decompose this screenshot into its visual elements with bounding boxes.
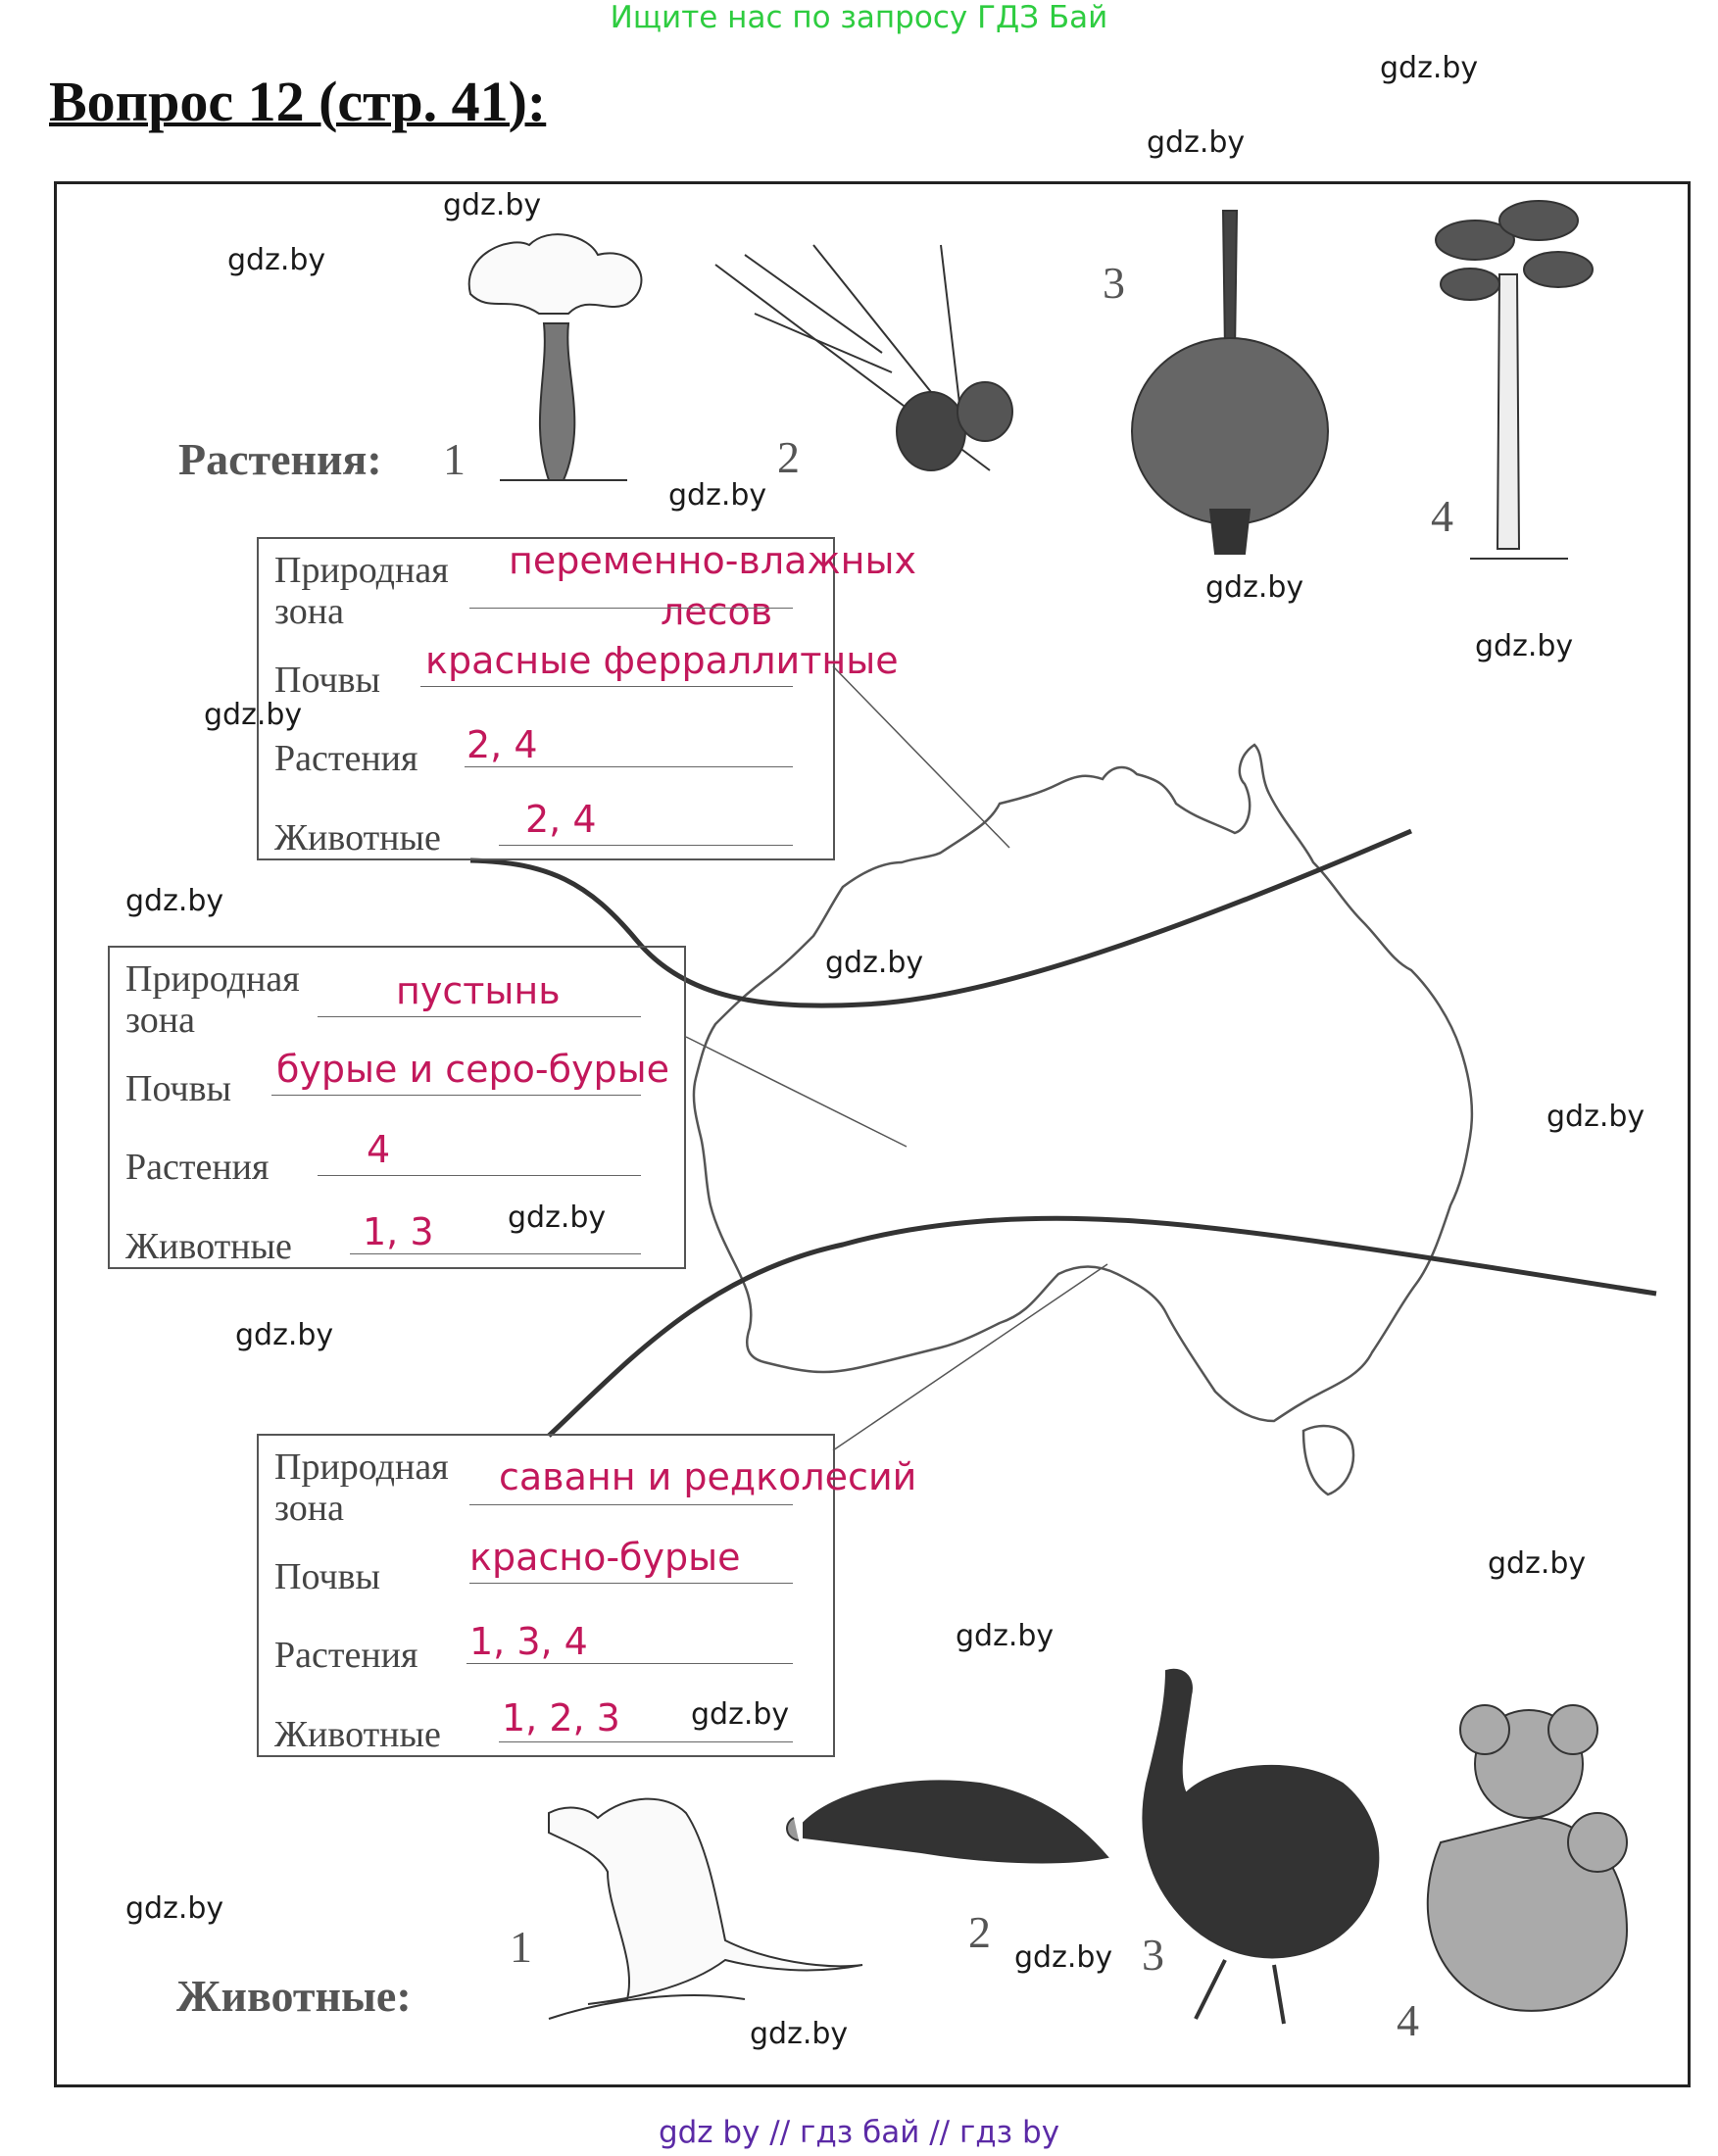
watermark: gdz.by — [1475, 629, 1574, 663]
box2-soils-answer[interactable]: бурые и серо-бурые — [276, 1048, 670, 1091]
animal-emu — [1143, 1670, 1378, 2024]
box3-plants-answer[interactable]: 1, 3, 4 — [469, 1620, 588, 1663]
animal-number-4: 4 — [1397, 1995, 1419, 2045]
plants-heading: Растения: — [178, 434, 382, 484]
plant-grass-tree — [1132, 211, 1328, 554]
watermark: gdz.by — [508, 1200, 607, 1235]
box1-zone-label-2: зона — [274, 591, 344, 632]
box2-plants-answer[interactable]: 4 — [367, 1128, 391, 1171]
box3-plants-label: Растения — [274, 1635, 418, 1676]
box2-animals-line — [350, 1253, 641, 1254]
box1-soils-line — [420, 686, 793, 687]
box1-animals-label: Животные — [274, 817, 441, 858]
box1-soils-answer[interactable]: красные ферраллитные — [425, 639, 899, 682]
pointer-line-1 — [833, 666, 1009, 848]
tasmania — [1303, 1426, 1353, 1494]
watermark: gdz.by — [235, 1318, 334, 1352]
watermark: gdz.by — [227, 243, 326, 277]
footer-links[interactable]: gdz by // гдз бай // гдз by — [658, 2115, 1060, 2150]
pointer-line-2 — [686, 1037, 907, 1147]
watermark: gdz.by — [443, 188, 542, 222]
box2-plants-label: Растения — [125, 1147, 270, 1188]
box1-zone-answer-a[interactable]: переменно-влажных — [509, 539, 916, 582]
watermark: gdz.by — [691, 1697, 790, 1732]
box3-animals-line — [499, 1741, 793, 1742]
zone-boundary-south — [549, 1218, 1656, 1436]
watermark: gdz.by — [668, 478, 767, 513]
box2-animals-answer[interactable]: 1, 3 — [363, 1210, 434, 1253]
box3-zone-line — [469, 1504, 793, 1505]
box2-zone-answer[interactable]: пустынь — [396, 969, 561, 1012]
box1-zone-line — [469, 608, 793, 609]
box3-soils-line — [469, 1583, 793, 1584]
animal-koala — [1428, 1705, 1627, 2011]
box3-plants-line — [466, 1663, 793, 1664]
box2-plants-line — [318, 1175, 641, 1176]
box2-soils-label: Почвы — [125, 1068, 232, 1109]
plant-eucalyptus — [1436, 201, 1593, 559]
watermark: gdz.by — [1147, 125, 1246, 160]
box3-zone-label-2: зона — [274, 1488, 344, 1529]
plant-number-1: 1 — [443, 434, 466, 484]
animal-number-1: 1 — [510, 1922, 532, 1972]
top-banner[interactable]: Ищите нас по запросу ГДЗ Бай — [610, 0, 1108, 35]
box1-soils-label: Почвы — [274, 660, 381, 701]
plant-banksia — [715, 245, 1012, 470]
box1-plants-line — [465, 766, 793, 767]
box2-zone-label-2: зона — [125, 1000, 195, 1041]
plant-number-3: 3 — [1103, 258, 1125, 308]
box3-animals-label: Животные — [274, 1714, 441, 1755]
watermark: gdz.by — [204, 698, 303, 732]
box3-zone-label: Природная — [274, 1446, 449, 1488]
animal-number-2: 2 — [968, 1907, 991, 1957]
watermark: gdz.by — [1488, 1546, 1587, 1581]
watermark: gdz.by — [750, 2017, 849, 2051]
box2-animals-label: Животные — [125, 1226, 292, 1267]
box3-soils-answer[interactable]: красно-бурые — [469, 1536, 741, 1579]
watermark: gdz.by — [1380, 51, 1479, 85]
watermark: gdz.by — [125, 884, 224, 918]
plant-number-4: 4 — [1431, 491, 1453, 541]
watermark: gdz.by — [125, 1891, 224, 1926]
watermark: gdz.by — [1014, 1940, 1113, 1975]
box1-animals-line — [499, 845, 793, 846]
animal-platypus — [787, 1781, 1107, 1862]
box1-plants-label: Растения — [274, 738, 418, 779]
watermark: gdz.by — [1205, 570, 1304, 605]
pointer-line-3 — [833, 1264, 1107, 1450]
animal-number-3: 3 — [1142, 1930, 1164, 1980]
zone-box-1 — [257, 537, 916, 860]
box2-zone-line — [318, 1016, 641, 1017]
watermark: gdz.by — [825, 946, 924, 980]
watermark: gdz.by — [956, 1619, 1055, 1653]
box3-soils-label: Почвы — [274, 1556, 381, 1597]
animals-heading: Животные: — [176, 1971, 412, 2021]
plant-bottle-tree — [469, 234, 642, 480]
box1-plants-answer[interactable]: 2, 4 — [466, 723, 538, 766]
box2-soils-line — [271, 1095, 641, 1096]
box2-zone-label: Природная — [125, 958, 300, 1000]
box3-zone-answer[interactable]: саванн и редколесий — [499, 1455, 917, 1498]
box3-animals-answer[interactable]: 1, 2, 3 — [502, 1696, 620, 1740]
box1-zone-label: Природная — [274, 550, 449, 591]
box1-zone-answer-b[interactable]: лесов — [661, 590, 773, 633]
question-title: Вопрос 12 (стр. 41): — [49, 70, 547, 133]
plant-number-2: 2 — [777, 432, 800, 482]
box1-animals-answer[interactable]: 2, 4 — [525, 798, 597, 841]
watermark: gdz.by — [1546, 1100, 1645, 1134]
